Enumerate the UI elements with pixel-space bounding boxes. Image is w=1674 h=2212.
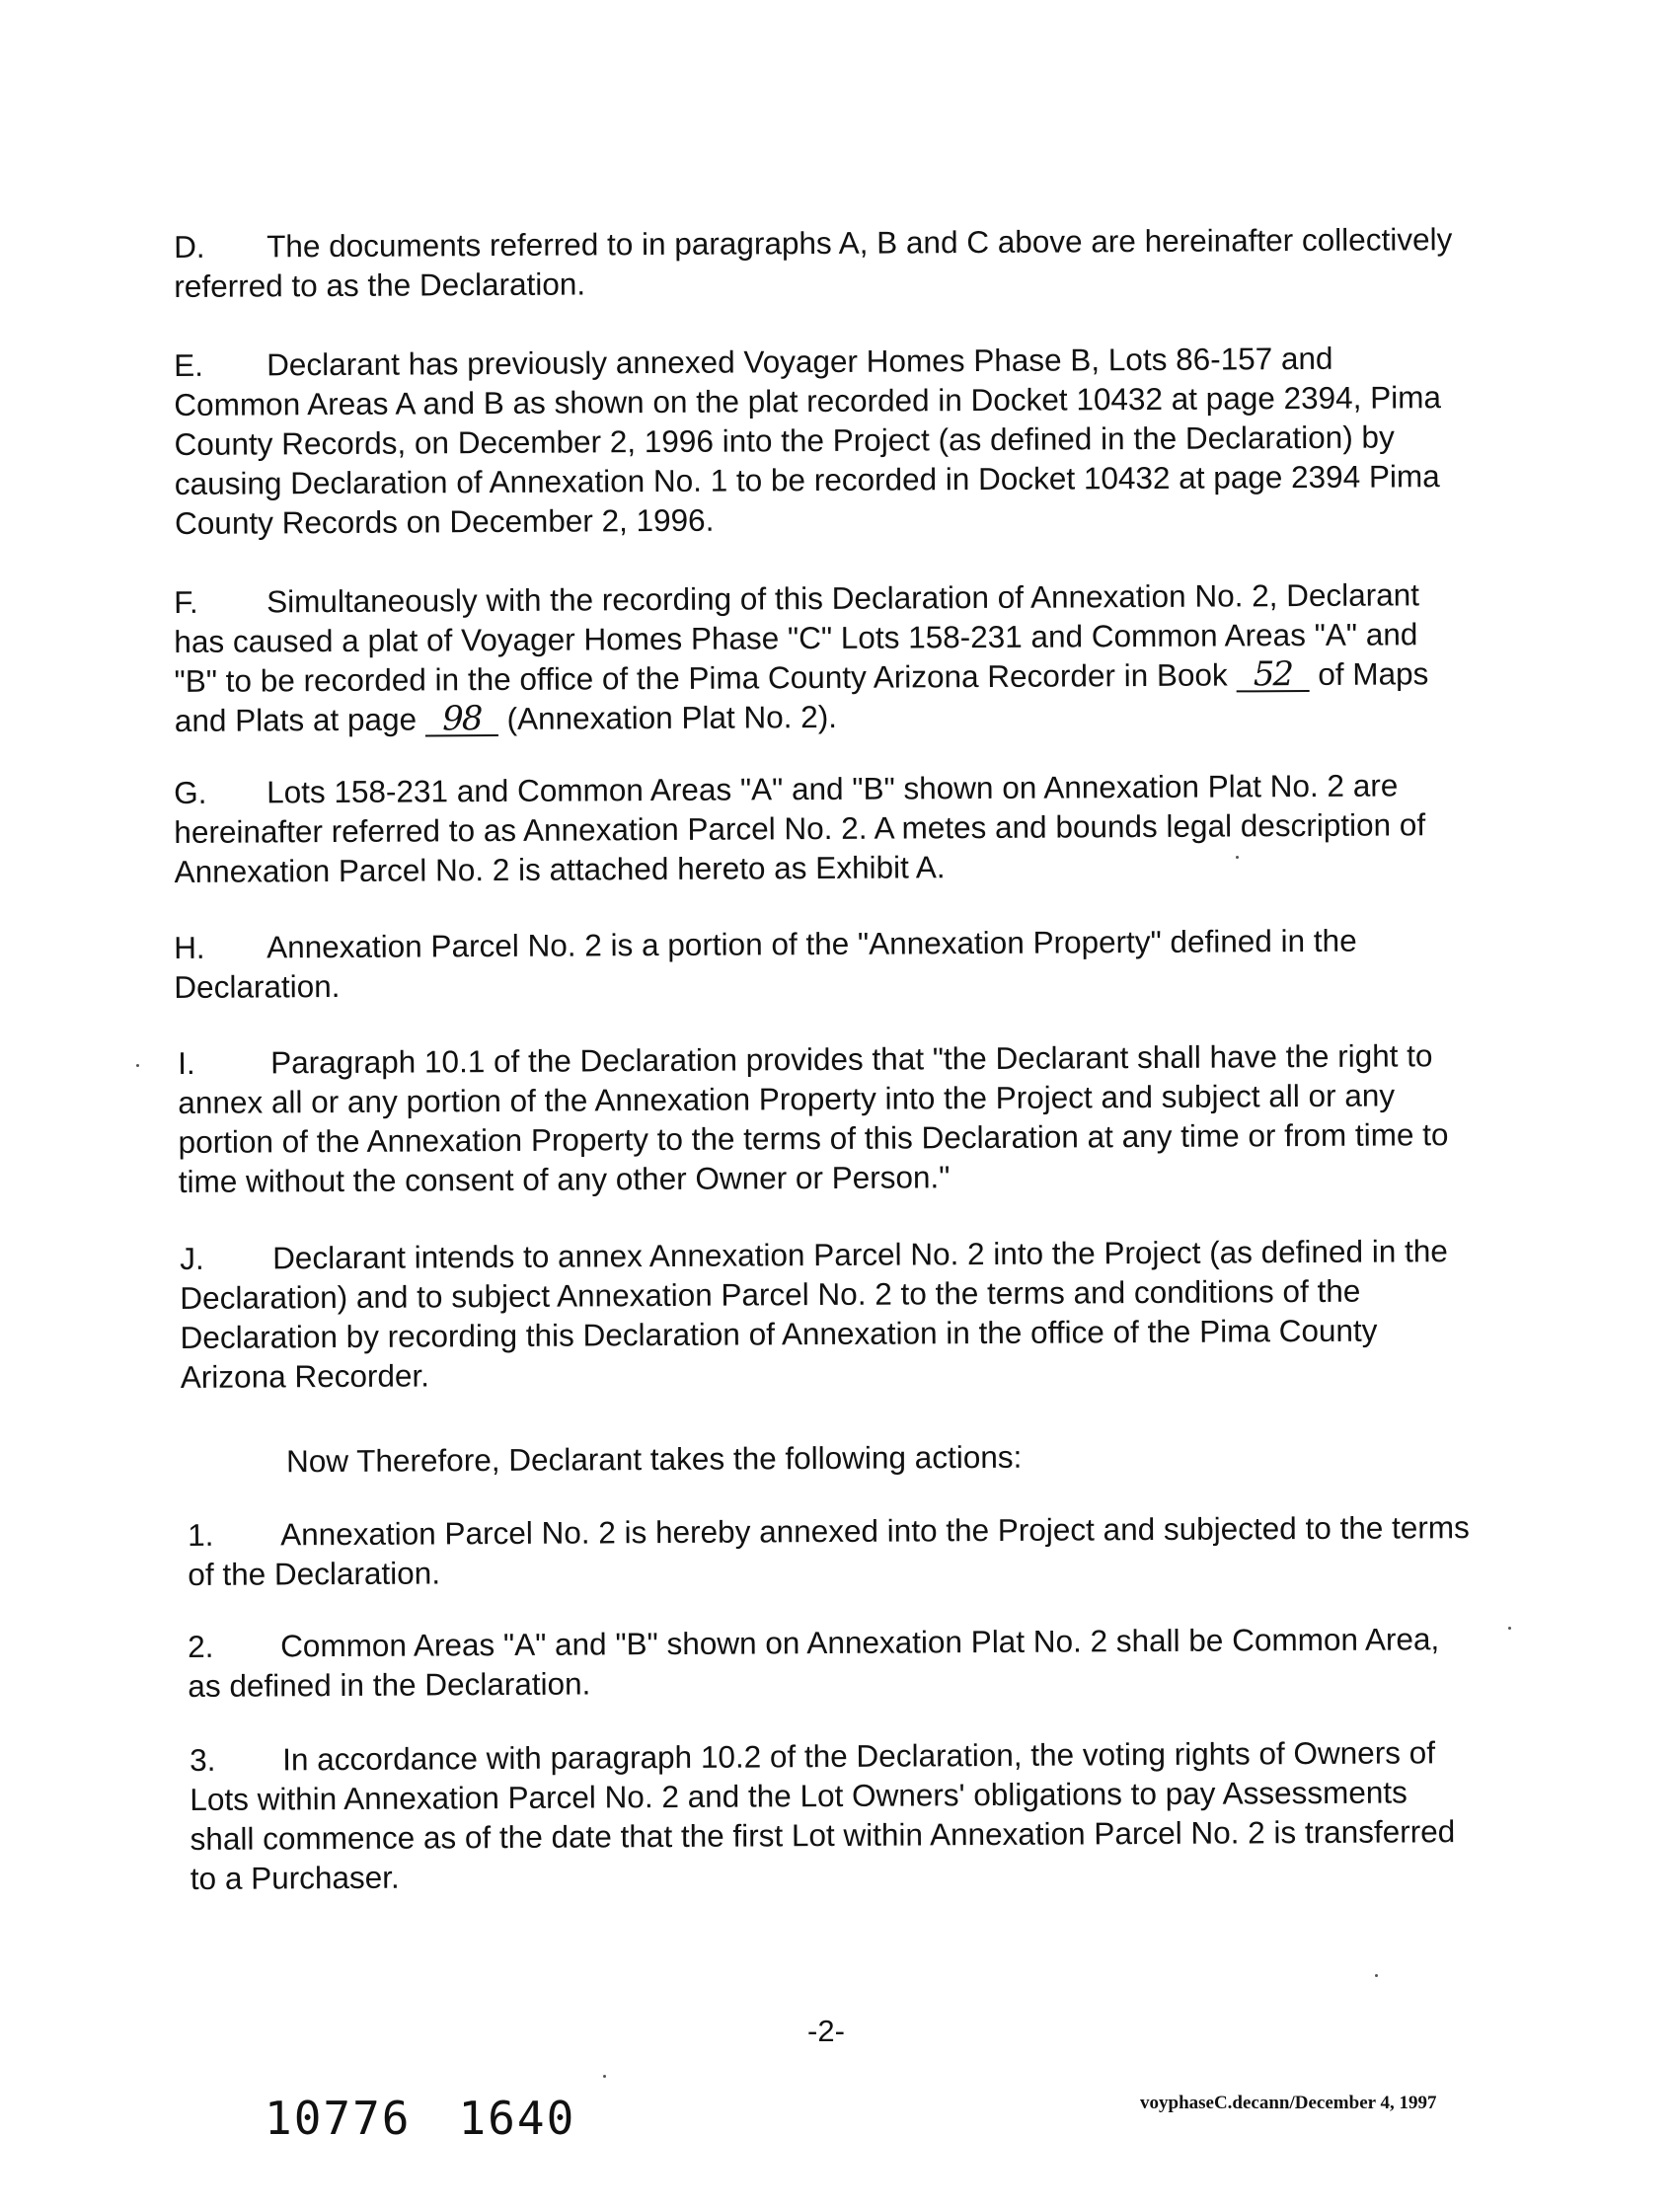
paragraph-text: Annexation Parcel No. 2 is a portion of the "Annexation Property" defined in the Declaration. — [174, 922, 1357, 1005]
action-label: 3. — [190, 1741, 216, 1778]
file-reference: voyphaseC.decann/December 4, 1997 — [1140, 2093, 1437, 2113]
scan-speck — [136, 1064, 139, 1067]
action-1 — [188, 1507, 1471, 1594]
action-text: Common Areas "A" and "B" shown on Annexation Plat No. 2 shall be Common Area, as defined in the Declaration. — [188, 1621, 1440, 1704]
scan-speck — [1508, 1627, 1511, 1630]
paragraph-e — [174, 338, 1458, 543]
scan-speck — [1375, 1974, 1378, 1977]
paragraph-g — [174, 765, 1458, 891]
scan-speck — [1236, 856, 1239, 859]
paragraph-label: G. — [174, 774, 207, 810]
paragraph-label: D. — [174, 228, 205, 265]
paragraph-text: Paragraph 10.1 of the Declaration provides that "the Declarant shall have the right to annex all or any portion of the Annexation Property into the Project and subject all or any portion of the Annexation Property to the terms of this Declaration at any time or from time to time without the consent of any other Owner or Person." — [178, 1037, 1449, 1199]
page-number-blank — [425, 699, 498, 739]
handwritten-book-number: 52 — [1253, 654, 1293, 695]
now-therefore-line: Now Therefore, Declarant takes the following actions: — [285, 1438, 1023, 1480]
paragraph-text: Simultaneously with the recording of this Declaration of Annexation No. 2, Declarant has caused a plat of Voyager Homes Phase "C" Lots 158-231 and Common Areas "A" and "B" to be recorded in the office of the Pima County Arizona Recorder in Book — [174, 576, 1420, 699]
paragraph-label: E. — [174, 346, 203, 383]
paragraph-d — [174, 219, 1457, 306]
paragraph-text: The documents referred to in paragraphs A, B and C above are hereinafter collectively referred to as the Declaration. — [174, 221, 1453, 304]
paragraph-h — [174, 920, 1457, 1007]
action-3 — [190, 1732, 1474, 1898]
action-text: In accordance with paragraph 10.2 of the Declaration, the voting rights of Owners of Lots within Annexation Parcel No. 2 and the Lot Owners' obligations to pay Assessments shall commence as of the date that the first Lot within Annexation Parcel No. 2 is transferred to a Purchaser. — [190, 1734, 1456, 1896]
paragraph-label: J. — [180, 1240, 204, 1276]
handwritten-page-number: 98 — [442, 699, 482, 739]
paragraph-i — [178, 1035, 1462, 1201]
action-2 — [188, 1619, 1471, 1706]
paragraph-text: Declarant has previously annexed Voyager Homes Phase B, Lots 86-157 and Common Areas A and B as shown on the plat recorded in Docket 10432 at page 2394, Pima County Records, on December 2, 1996 into the Project (as defined in the Declaration) by causing Declaration of Annexation No. 1 to be recorded in Docket 10432 at page 2394 Pima County Records on December 2, 1996. — [174, 340, 1442, 541]
paragraph-text: Declarant intends to annex Annexation Parcel No. 2 into the Project (as defined in the Declaration) and to subject Annexation Parcel No. 2 to the terms and conditions of the Declaration by recording this Declaration of Annexation in the office of the Pima County Arizona Recorder. — [180, 1233, 1448, 1395]
page-number: -2- — [807, 2014, 845, 2048]
docket-number: 10776 — [265, 2092, 412, 2145]
book-number-blank — [1236, 654, 1309, 695]
paragraph-label: I. — [178, 1044, 195, 1081]
paragraph-text: (Annexation Plat No. 2). — [506, 698, 838, 736]
docket-stamp — [265, 2091, 575, 2146]
paragraph-j — [180, 1231, 1464, 1397]
action-text: Annexation Parcel No. 2 is hereby annexed into the Project and subjected to the terms of the Declaration. — [188, 1509, 1470, 1592]
docket-page: 1640 — [458, 2092, 576, 2145]
scan-speck — [603, 2075, 606, 2078]
action-label: 1. — [188, 1516, 214, 1553]
paragraph-label: H. — [174, 929, 205, 965]
paragraph-text: Lots 158-231 and Common Areas "A" and "B" shown on Annexation Plat No. 2 are hereinafter referred to as Annexation Parcel No. 2. A metes and bounds legal description of Annexation Parcel No. 2 is attached hereto as Exhibit A. — [174, 767, 1426, 889]
paragraph-label: F. — [174, 583, 198, 620]
action-label: 2. — [188, 1628, 214, 1664]
paragraph-f — [174, 574, 1458, 740]
paragraph-text: of Maps and Plats at page — [174, 655, 1429, 738]
